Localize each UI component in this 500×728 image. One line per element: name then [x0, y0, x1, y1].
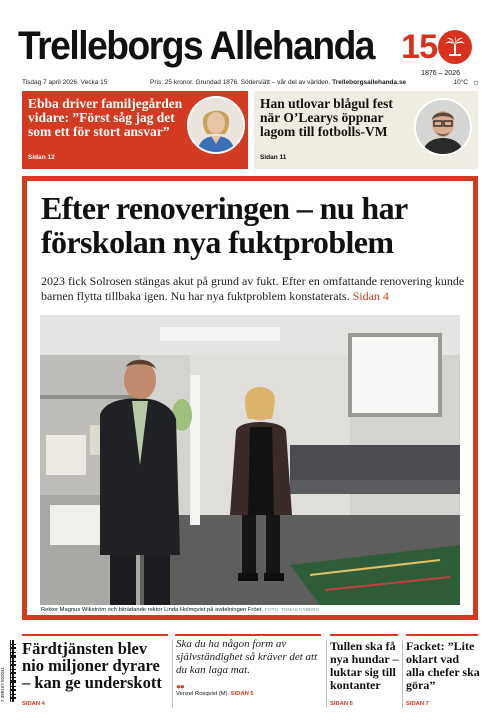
palm-tree-icon [438, 30, 472, 64]
barcode [3, 640, 16, 702]
sun-icon: ☼ [471, 77, 480, 87]
quote-attribution [176, 691, 254, 697]
teaser-page-ref: SIDAN 5 [230, 691, 254, 697]
teaser-tullen[interactable] [330, 634, 404, 707]
teaser-facket[interactable] [406, 634, 480, 707]
lede-text: 2023 fick Solrosen stängas akut på grund av fukt. Efter en omfattande renovering kunde barnen flytta tillbaka igen. Nu har nya fuktproblem konstaterats. [41, 274, 465, 303]
teaser-page-ref: SIDAN 7 [406, 701, 429, 707]
column-divider [172, 640, 173, 708]
main-lede [41, 274, 465, 304]
portrait-photo [414, 98, 472, 156]
quote-marks-icon: ●● [176, 682, 184, 691]
masthead [18, 22, 482, 77]
temperature: 10°C [453, 79, 468, 86]
teaser-page-ref: Sidan 11 [260, 154, 287, 161]
newspaper-title: Trelleborgs Allehanda [18, 24, 375, 68]
teaser-page-ref: SIDAN 5 [330, 701, 353, 707]
bottom-teasers [22, 634, 482, 714]
teaser-headline: Facket: ”Lite oklart vad alla chefer ska göra” [406, 639, 480, 692]
quote-author: Venzel Rosqvist (M). [176, 691, 230, 697]
website-link[interactable]: Trelleborgsallehanda.se [332, 79, 407, 86]
main-story[interactable] [22, 176, 478, 620]
issue-info [150, 79, 406, 86]
anniversary-years: 1876 – 2026 [421, 70, 460, 77]
teaser-quote[interactable] [176, 634, 324, 697]
main-photo [40, 315, 460, 605]
main-headline: Efter renoveringen – nu har förskolan nya fuktproblem [41, 190, 408, 260]
anniversary-number: 15 [401, 28, 437, 66]
teaser-headline: Han utlovar blågul fest när O’Learys öppnar lagom till fotbolls-VM [260, 96, 393, 139]
photo-credit: FOTO: TOMAS NYBERG [265, 608, 320, 613]
column-divider [326, 640, 327, 708]
teaser-page-ref: Sidan 12 [28, 154, 55, 161]
teaser-headline: Tullen ska få nya hundar – luktar sig till kontanter [330, 639, 399, 692]
column-divider [402, 640, 403, 708]
lede-page-ref[interactable]: Sidan 4 [352, 289, 389, 303]
dateline [22, 79, 480, 89]
anniversary-logo [401, 30, 472, 64]
teaser-headline: Färdtjänsten blev nio miljoner dyrare – kan ge underskott [22, 639, 162, 692]
teaser-page-ref: SIDAN 4 [22, 701, 45, 707]
teaser-fardtjansten[interactable] [22, 634, 170, 707]
quote-text: Ska du ha någon form av självständighet så kräver det att du kan laga mat. [176, 638, 318, 676]
teaser-headline: Ebba driver familjegården vidare: ”Först såg jag det som ett för stort ansvar” [28, 96, 183, 139]
issue-date: Tisdag 7 april 2026. Vecka 15 [22, 79, 108, 86]
teaser-family-farm[interactable] [22, 91, 248, 169]
barcode-number: 7 388107 502041 [0, 666, 5, 702]
caption-text: Rektor Magnus Wikström och biträdande rektor Linda Holmqvist på avdelningen Fröet. [41, 607, 263, 613]
photo-caption [41, 607, 461, 613]
teaser-olearys[interactable] [254, 91, 478, 169]
portrait-photo [187, 96, 245, 154]
price-info: Pris: 25 kronor. Grundad 1876. Söderslätt – vår del av världen. [150, 79, 331, 86]
